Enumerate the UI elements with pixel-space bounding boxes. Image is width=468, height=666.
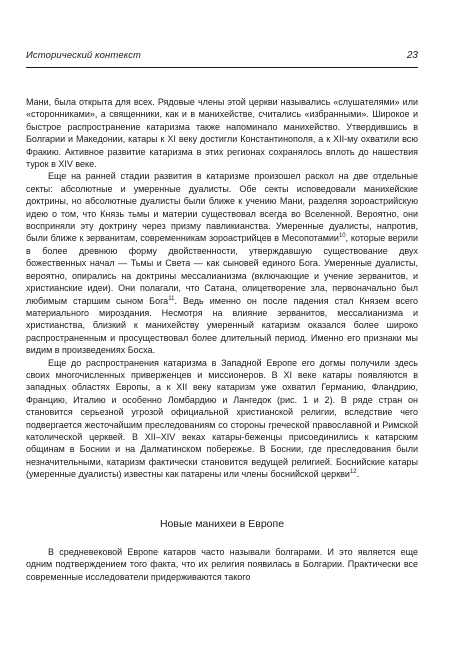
- paragraph-4: В средневековой Европе катаров часто называли болгарами. И это является еще одним подтверждением того факта, что их религия появилась в Болгарии. Практически все современные исследователи придерживаются такого: [26, 547, 418, 582]
- paragraph-1: [26, 96, 418, 170]
- page-number: 23: [406, 50, 418, 61]
- section-heading: Новые манихеи в Европе: [159, 518, 285, 530]
- paragraph-text: , которые верили в более древнюю форму двойственности, утверждавшую существование двух божественных начал — Тьмы и Света — как сыновей единого Бога. Умеренные дуалисты, вероятно, опирались на доктрины мессалианизма (включающие и учение зерванитов, и христианские идеи). Они полагали, что Сатана, олицетворение зла, первоначально был любимым старшим сыном Бога: [26, 233, 418, 306]
- paragraph-text: Мани, была открыта для всех. Рядовые члены этой церкви назывались «слушателями» или «сторонниками», а священники, как и в манихействе, считались «избранными». Широкое и быстрое распространение катаризма также напоминало манихейство. Утвердившись в Болгарии и Македонии, катары к XI веку достигли Константинополя, а к XII-му охватили всю Фракию. Активное развитие катаризма в этих регионах сохранялось вплоть до нашествия турок в XIV веке.: [26, 97, 418, 170]
- paragraph-2: [26, 170, 418, 356]
- footnote-ref: 12: [349, 469, 357, 476]
- paragraph-text: Еще до распространения катаризма в Западной Европе его догмы получили здесь своих многочисленных приверженцев и миссионеров. В XI веке катары появляются в западных областях Европы, а к XII веку катаризм уже охватил Германию, Фландрию, Францию, Италию и особенно Ломбардию и Лангедок (рис. 1 и 2). В ряде стран он становится серьезной угрозой официальной христианской религии, вследствие чего подвергается жесточайшим преследованиям со стороны греческой православной и Римской католической церквей. В XII–XIV веках катары-беженцы присоединились к катарским общинам в Боснии и на Далматинском побережье. В Боснии, где преследования были незначительными, катаризм фактически становится ведущей религией. Боснийские катары (умеренные дуалисты) известны как патарены или члены боснийской церкви: [26, 357, 418, 480]
- paragraph-3: [26, 357, 418, 481]
- paragraph-text: . Ведь именно он после падения стал Князем всего материального мироздания. Несмотря на влияние зерванитов, мессалианизма и христианства, близкий к манихейству умеренный катаризм оказался более широко распространенным и просуществовал более длительный период. Именно его признаки мы видим в произведениях Босха.: [26, 295, 418, 356]
- paragraph-text: Еще на ранней стадии развития в катаризме произошел раскол на две отдельные секты: абсолютные и умеренные дуалисты. Обе секты исповедовали манихейские доктрины, но абсолютные дуалисты были ближе к учению Мани, разделяя зороастрийскую идею о том, что Князь тьмы и материи существовал всегда во Вселенной. Вероятно, они восприняли эту доктрину через призму павликианства. Умеренные дуалисты, напротив, были ближе к зерванитам, современникам зороастрийцев в Месопотамии: [26, 171, 418, 244]
- header-rule: [26, 67, 418, 68]
- section-title: Исторический контекст: [26, 50, 142, 61]
- running-head: [26, 49, 418, 63]
- paragraph-text: .: [356, 469, 360, 480]
- body-text: [26, 96, 418, 481]
- body-text-continued: [26, 546, 418, 583]
- footnote-ref: 10: [338, 233, 346, 240]
- footnote-ref: 11: [168, 295, 175, 302]
